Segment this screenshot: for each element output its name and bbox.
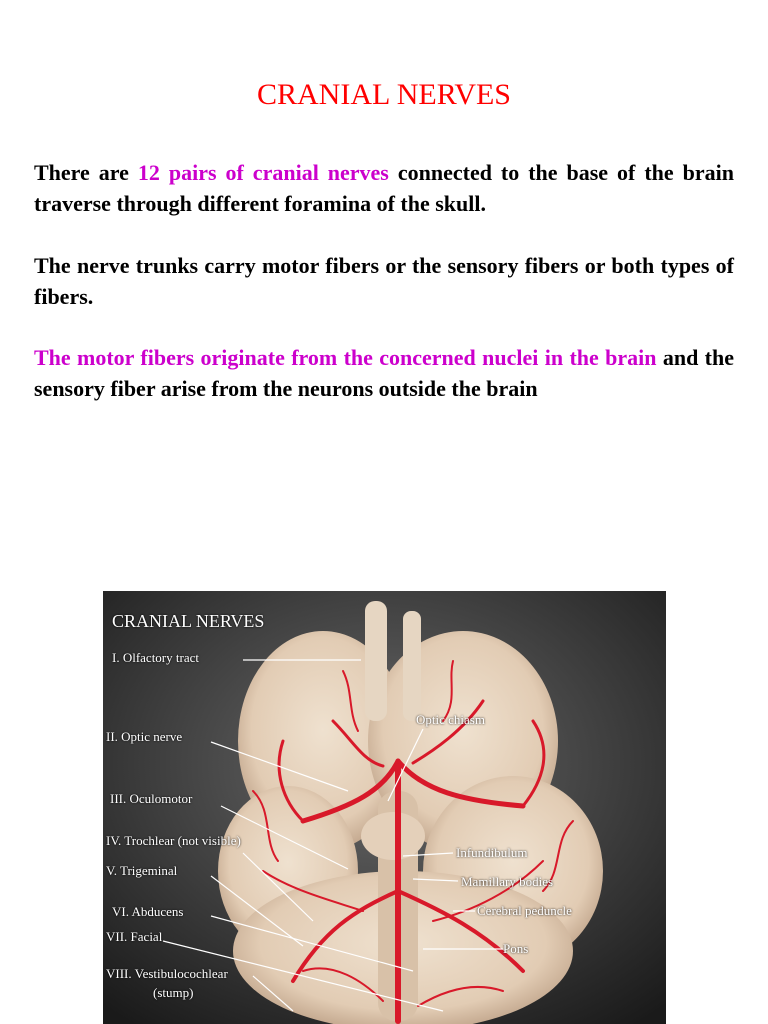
paragraph-cranial-nerve-count: There are 12 pairs of cranial nerves connected to the base of the brain traverse through different foramina of the skull. [34, 160, 734, 216]
brain-base-photo [103, 591, 666, 1024]
highlight-12-pairs: 12 pairs of cranial nerves [137, 160, 389, 185]
label-vestibulocochlear: VIII. Vestibulocochlear [106, 966, 228, 981]
label-abducens: VI. Abducens [112, 904, 184, 919]
label-trigeminal: V. Trigeminal [106, 863, 178, 878]
label-stump: (stump) [153, 985, 194, 1000]
paragraph-nerve-trunks: The nerve trunks carry motor fibers or the sensory fibers or both types of fibers. [34, 253, 734, 309]
label-cerebral-peduncle: Cerebral peduncle [477, 903, 572, 918]
label-optic-chiasm: Optic chiasm [416, 712, 485, 727]
page-title: CRANIAL NERVES [257, 78, 511, 111]
label-facial: VII. Facial [106, 929, 163, 944]
figure-title: CRANIAL NERVES [112, 611, 265, 631]
label-mamillary-bodies: Mamillary bodies [461, 874, 554, 889]
label-infundibulum: Infundibulum [456, 845, 528, 860]
highlight-motor-fibers: The motor fibers originate from the concerned nuclei in the brain [34, 345, 657, 370]
label-pons: Pons [503, 941, 529, 956]
paragraph-fiber-origin: The motor fibers originate from the concerned nuclei in the brain and the sensory fiber arise from the neurons outside the brain [34, 345, 734, 401]
label-trochlear: IV. Trochlear (not visible) [106, 833, 241, 848]
label-olfactory-tract: I. Olfactory tract [112, 650, 199, 665]
label-optic-nerve: II. Optic nerve [106, 729, 183, 744]
label-oculomotor: III. Oculomotor [110, 791, 193, 806]
